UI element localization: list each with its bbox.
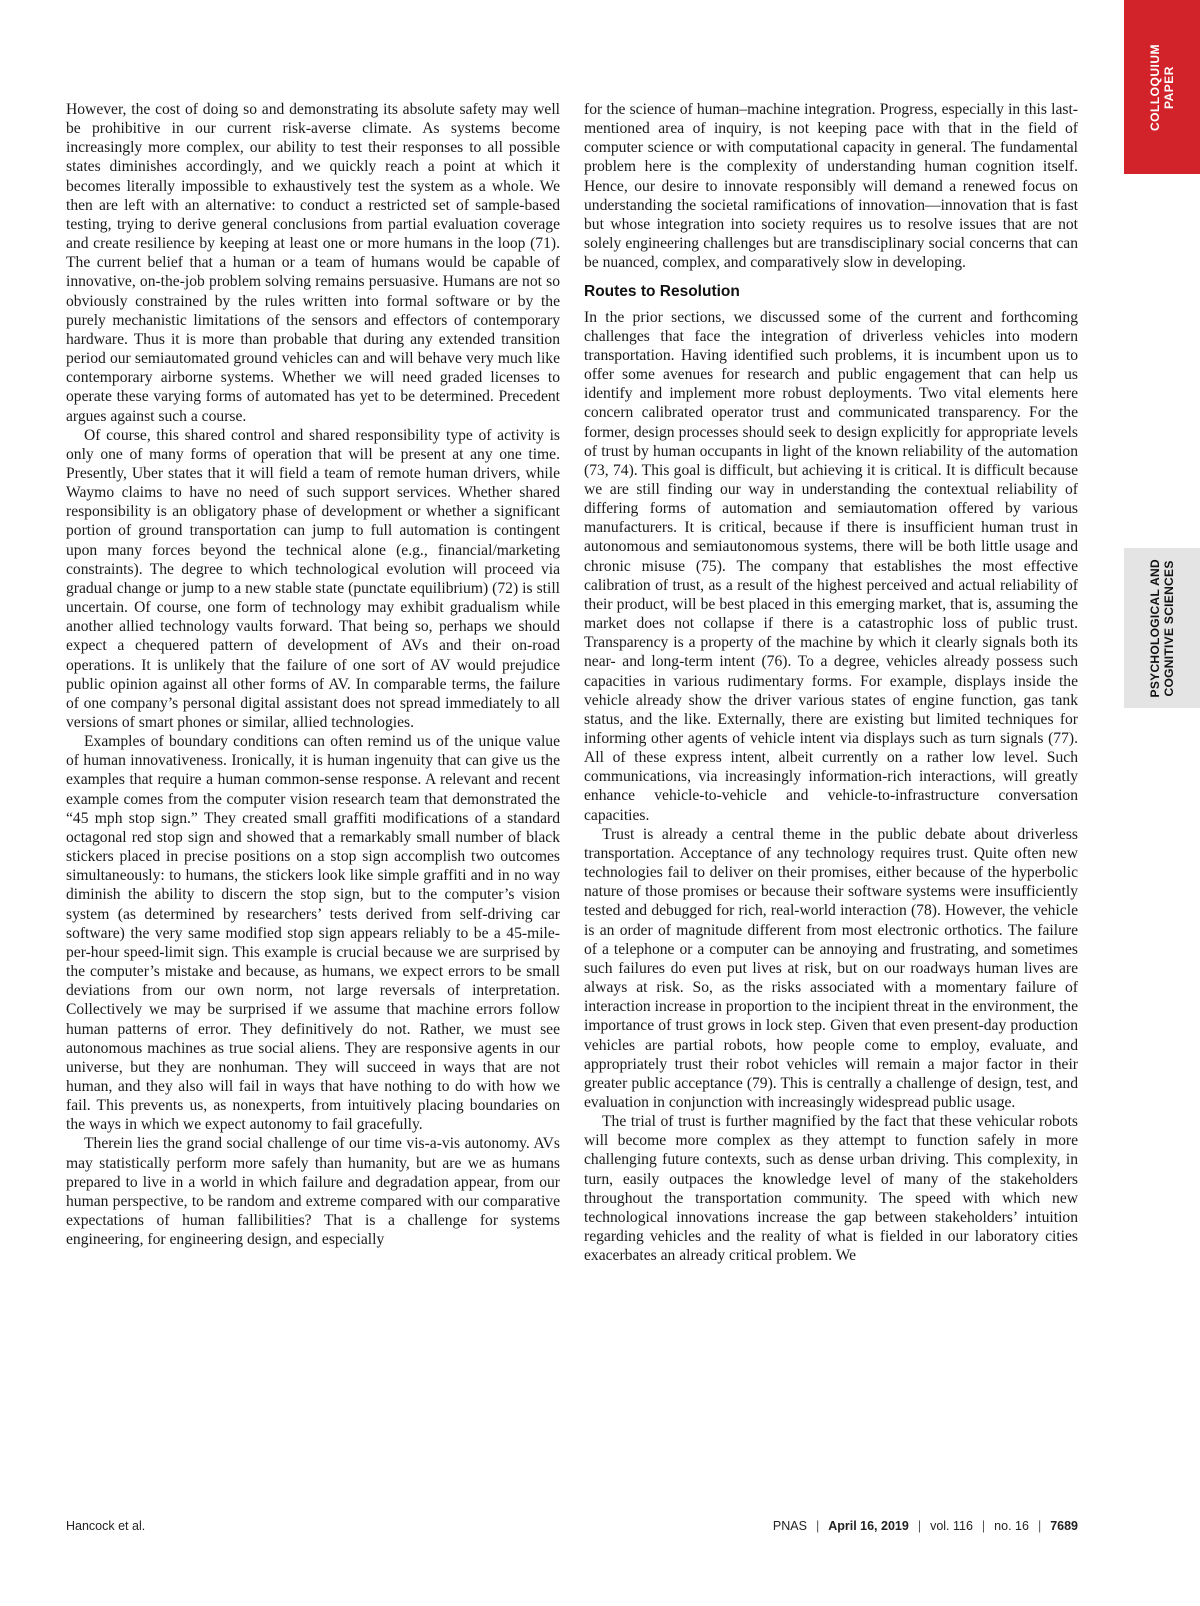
footer-separator: | (1037, 1519, 1042, 1533)
right-intro-paragraph: for the science of human–machine integration. Progress, especially in this last-mentioned area of inquiry, is not keeping pace with that in the field of computer science or with computational capacity in general. The fundamental problem here is the complexity of understanding human cognition itself. Hence, our desire to innovate responsibly will demand a renewed focus on understanding the societal ramifications of innovation—innovation that is fast but whose integration into society requires us to resolve issues that are not solely engineering challenges but are transdisciplinary social concerns that can be nuanced, complex, and comparatively slow in developing. (584, 101, 1078, 272)
section-heading: Routes to Resolution (584, 283, 740, 301)
footer-separator: | (815, 1519, 820, 1533)
footer-issue: no. 16 (994, 1519, 1029, 1533)
footer-separator: | (917, 1519, 922, 1533)
left-paragraph-2: Of course, this shared control and shared responsibility type of activity is only one of many forms of operation that will be present at any one time. Presently, Uber states that it will field a team of remote human drivers, while Waymo claims to have no need of such support services. Whether shared responsibility is an obligatory phase of development or whether a significant portion of ground transportation can jump to full automation is contingent upon many forces beyond the technical alone (e.g., financial/marketing constraints). The degree to which technological evolution will proceed via gradual change or jump to a new stable state (punctate equilibrium) (72) is still uncertain. Of course, one form of technology may exhibit gradualism while another allied technology vaults forward. That being so, perhaps we should expect a chequered pattern of development of AVs and their on-road operations. It is unlikely that the failure of one sort of AV would prejudice public opinion against all other forms of AV. In comparable terms, the failure of one company’s personal digital assistant does not spread immediately to all versions of smart phones or similar, allied technologies. (66, 426, 560, 731)
left-paragraph-4: Therein lies the grand social challenge of our time vis-a-vis autonomy. AVs may statistically perform more safely than humanity, but are we as humans prepared to live in a world in which failure and degradation appear, from our human perspective, to be random and extreme compared with our comparative expectations of human fallibilities? That is a challenge for systems engineering, for engineering design, and especially (66, 1135, 560, 1249)
right-paragraph-2: Trust is already a central theme in the public debate about driverless transportation. Acceptance of any technology requires trust. Quite often new technologies fail to deliver on their promises, either because of the hyperbolic nature of those promises or because their software systems were insufficiently tested and debugged for rich, real-world interaction (78). However, the vehicle is an order of magnitude different from most electronic orthotics. The failure of a telephone or a computer can be annoying and frustrating, and sometimes such failures do even put lives at risk, but on our roadways human lives are always at risk. So, as the risks associated with a momentary failure of interaction increase in proportion to the incipient threat in the environment, the importance of trust grows in lock step. Given that even present-day production vehicles are partial robots, how people come to employ, evaluate, and appropriately trust their robot vehicles will remain a major factor in their greater public acceptance (79). This is centrally a challenge of design, test, and evaluation in conjunction with increasingly widespread public usage. (584, 825, 1078, 1111)
footer-separator: | (981, 1519, 986, 1533)
footer-citation (773, 1519, 1078, 1533)
right-paragraph-3: The trial of trust is further magnified by the fact that these vehicular robots will become more complex as they attempt to function safely in more challenging future contexts, such as dense urban driving. This complexity, in turn, easily outpaces the knowledge level of many of the stakeholders throughout the transportation community. The speed with which new technological innovations increase the gap between stakeholders’ intuition regarding vehicles and the reality of what is fielded in our laboratory cities exacerbates an already critical problem. We (584, 1113, 1078, 1265)
footer-journal: PNAS (772, 1519, 807, 1533)
left-paragraph-3: Examples of boundary conditions can often remind us of the unique value of human innovativeness. Ironically, it is human ingenuity that can give us the examples that require a human common-sense response. A relevant and recent example comes from the computer vision research team that demonstrated the “45 mph stop sign.” They created small graffiti modifications of a standard octagonal red stop sign and showed that a remarkably small number of black stickers placed in precise positions on a stop sign accomplish two outcomes simultaneously: to humans, the stickers look like simple graffiti and in no way diminish the ability to discern the stop sign, but to the computer’s vision system (as determined by researchers’ tests derived from self-driving car software) the very same modified stop sign appears reliably to be a 45-mile-per-hour speed-limit sign. This example is crucial because we are surprised by the computer’s mistake and because, as humans, we expect errors to be small deviations from our own norm, not large reversals of interpretation. Collectively we may be surprised if we assume that machine errors follow human patterns of error. They definitively do not. Rather, we must see autonomous machines as true social aliens. They are responsive agents in our universe, but they are nonhuman. They will succeed in ways that are not human, and they also will fail in ways that have nothing to do with how we fail. This prevents us, as nonexperts, from intuitively placing boundaries on the ways in which we expect autonomy to fail gracefully. (66, 733, 560, 1134)
footer-authors: Hancock et al. (66, 1519, 146, 1533)
page-footer (66, 1519, 1078, 1539)
colloquium-paper-tab (1124, 0, 1200, 174)
footer-date: April 16, 2019 (828, 1519, 909, 1533)
footer-volume: vol. 116 (930, 1519, 973, 1533)
footer-page-number: 7689 (1050, 1519, 1078, 1533)
left-paragraph-1: However, the cost of doing so and demonstrating its absolute safety may well be prohibitive in our current risk-averse climate. As systems become increasingly more complex, our ability to test their responses to all possible states diminishes accordingly, and we quickly reach a point at which it becomes literally impossible to exhaustively test the system as a whole. We then are left with an alternative: to conduct a restricted set of sample-based testing, trying to derive general conclusions from partial evaluation coverage and create resilience by keeping at least one or more humans in the loop (71). The current belief that a human or a team of humans would be capable of innovative, on-the-job problem solving remains persuasive. Humans are not so obviously constrained by the rules written into formal software or by the purely mechanistic limitations of the sensors and effectors of contemporary hardware. Thus it is more than probable that during any extended transition period our semiautomated ground vehicles can and will behave very much like contemporary airborne systems. Whether we will need graded licenses to operate these varying forms of automated has yet to be determined. Precedent argues against such a course. (66, 101, 560, 425)
section-tab (1124, 548, 1200, 708)
left-column (66, 100, 560, 1249)
right-paragraph-1: In the prior sections, we discussed some of the current and forthcoming challenges that face the integration of driverless vehicles into modern transportation. Having identified such problems, it is incumbent upon us to offer some avenues for research and public engagement that can help us identify and implement more robust deployments. Two vital elements here concern calibrated operator trust and communicated transparency. For the former, design processes should seek to design explicitly for appropriate levels of trust by human occupants in light of the known reliability of the automation (73, 74). This goal is difficult, but achieving it is critical. It is difficult because we are still finding our way in understanding the contextual reliability of differing forms of automation and semiautomation offered by various manufacturers. It is critical, because if there is insufficient human trust in autonomous and semiautonomous systems, there will be both little usage and chronic misuse (75). The company that establishes the most effective calibration of trust, as a result of the highest perceived and actual reliability of their product, will be best placed in this emerging market, that is, assuming the market does not collapse if there is a catastrophic loss of public trust. Transparency is a property of the machine by which it clearly signals both its near- and long-term intent (76). To a degree, vehicles already possess such capacities in various rudimentary forms. For example, displays inside the vehicle already show the driver various states of engine function, gas tank status, and the like. Externally, there are existing but limited techniques for informing other agents of vehicle intent via displays such as turn signals (77). All of these express intent, albeit currently on a rather low level. Such communications, via increasingly information-rich interactions, will greatly enhance vehicle-to-vehicle and vehicle-to-infrastructure conversation capacities. (584, 308, 1078, 824)
section-label: PSYCHOLOGICAL AND COGNITIVE SCIENCES (1148, 558, 1176, 698)
colloquium-paper-label: COLLOQUIUM PAPER (1148, 43, 1176, 131)
right-column (584, 100, 1078, 1265)
